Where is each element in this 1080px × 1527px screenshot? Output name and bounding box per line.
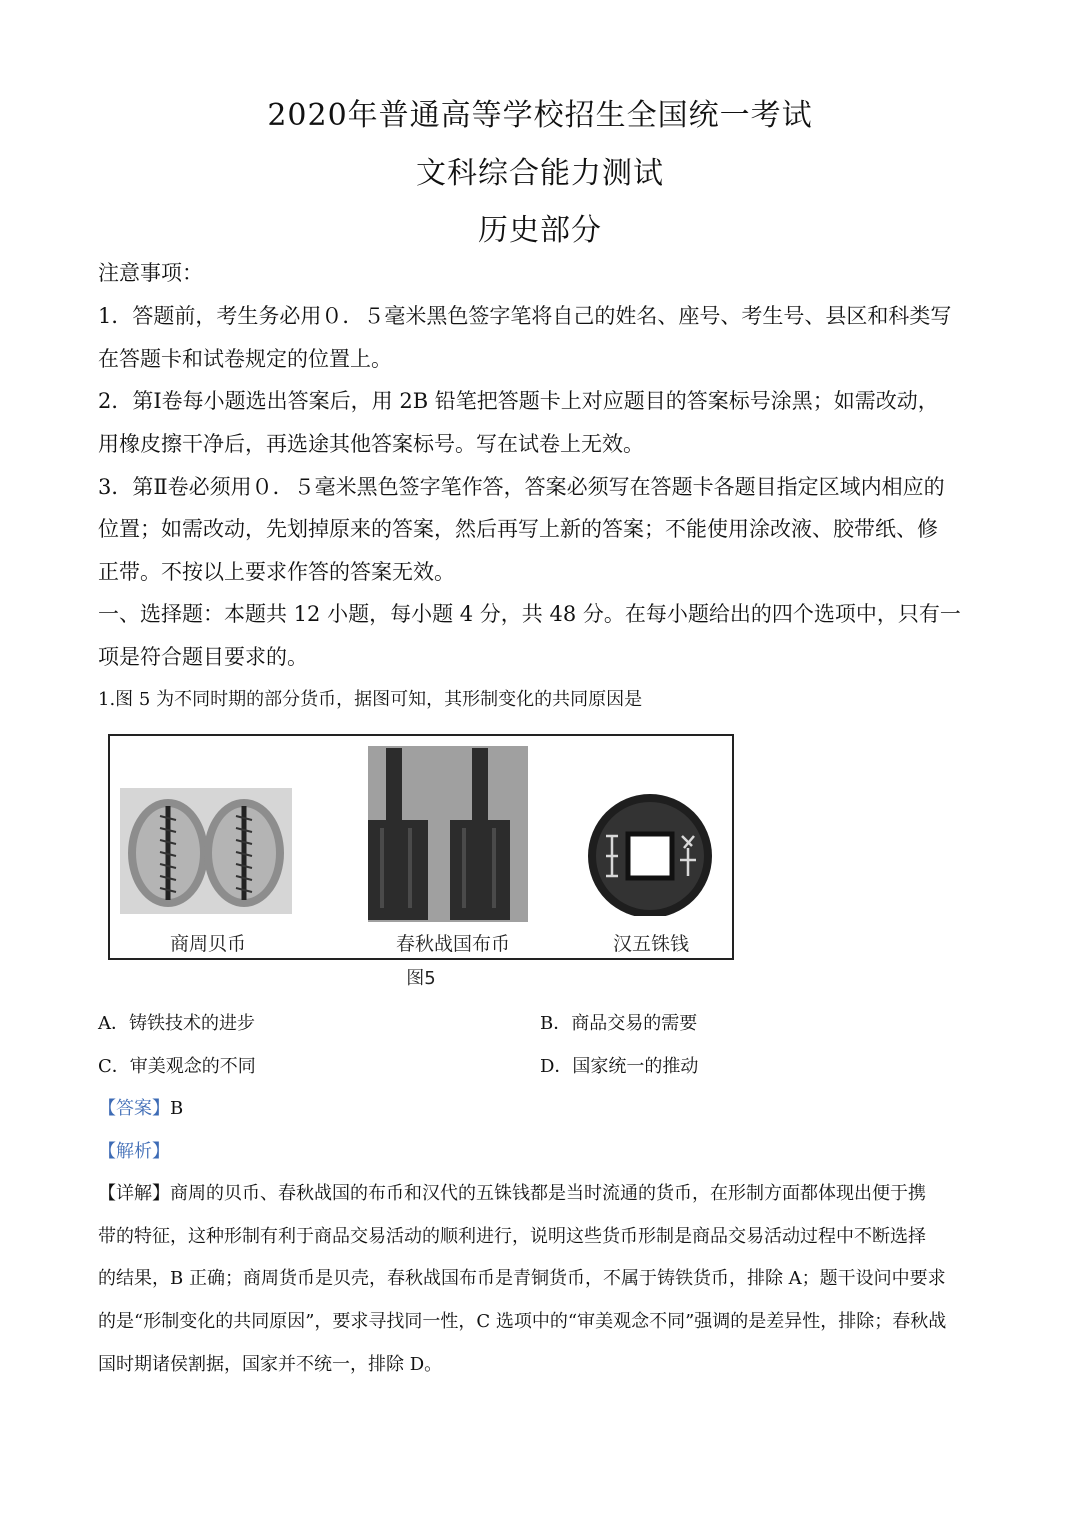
answer-value: B xyxy=(170,1098,184,1119)
option-a: A．铸铁技术的进步 xyxy=(98,1013,255,1034)
detail-line-4: 的是“形制变化的共同原因”，要求寻找同一性，C 选项中的“审美观念不同”强调的是差异性，排除；春秋战 xyxy=(98,1311,947,1332)
detail-line-5: 国时期诸侯割据，国家并不统一，排除 D。 xyxy=(98,1354,443,1375)
spade-money-label: 春秋战国布币 xyxy=(395,933,510,955)
detail-line-2: 带的特征，这种形制有利于商品交易活动的顺利进行，说明这些货币形制是商品交易活动过程中不断选择 xyxy=(98,1226,926,1247)
answer-tag: 【答案】 xyxy=(98,1098,170,1119)
section-instructions: 一、选择题：本题共 12 小题，每小题 4 分，共 48 分。在每小题给出的四个选项中，只有一 xyxy=(98,602,961,626)
shell-money-figure xyxy=(118,736,298,960)
option-b: B．商品交易的需要 xyxy=(540,1013,698,1034)
question-stem: 1.图 5 为不同时期的部分货币，据图可知，其形制变化的共同原因是 xyxy=(98,689,643,710)
figure-5 xyxy=(108,734,734,960)
analysis-tag: 【解析】 xyxy=(98,1141,170,1162)
spade-money-image xyxy=(358,736,548,922)
spade-money-figure xyxy=(358,736,548,960)
figure-caption: 图5 xyxy=(406,968,436,989)
shell-money-label: 商周贝币 xyxy=(169,933,246,955)
shell-money-image xyxy=(118,736,298,916)
notice-item-3-cont2: 正带。不按以上要求作答的答案无效。 xyxy=(98,560,455,584)
wuzhu-coin-image xyxy=(566,736,736,916)
notice-item-3: 3．第Ⅱ卷必须用０．５毫米黑色签字笔作答，答案必须写在答题卡各题目指定区域内相应的 xyxy=(98,475,945,499)
section-instructions-cont: 项是符合题目要求的。 xyxy=(98,645,308,669)
notice-item-1: 1．答题前，考生务必用０．５毫米黑色签字笔将自己的姓名、座号、考生号、县区和科类写 xyxy=(98,304,952,328)
option-c: C．审美观念的不同 xyxy=(98,1056,256,1077)
notice-item-3-cont: 位置；如需改动，先划掉原来的答案，然后再写上新的答案；不能使用涂改液、胶带纸、修 xyxy=(98,517,938,541)
option-d: D．国家统一的推动 xyxy=(540,1056,699,1077)
exam-title: 2020年普通高等学校招生全国统一考试 xyxy=(267,98,813,133)
notice-heading: 注意事项： xyxy=(98,261,203,285)
wuzhu-coin-figure xyxy=(566,736,736,960)
notice-item-2: 2．第Ⅰ卷每小题选出答案后，用 2B 铅笔把答题卡上对应题目的答案标号涂黑；如需改动， xyxy=(98,389,939,413)
detail-line-3: 的结果，B 正确；商周货币是贝壳，春秋战国布币是青铜货币，不属于铸铁货币，排除 A；题干设问中要求 xyxy=(98,1268,946,1289)
detail-line-1: 【详解】商周的贝币、春秋战国的布币和汉代的五铢钱都是当时流通的货币，在形制方面都体现出便于携 xyxy=(98,1183,926,1204)
notice-item-1-cont: 在答题卡和试卷规定的位置上。 xyxy=(98,347,392,371)
section-title: 历史部分 xyxy=(478,213,602,248)
exam-subtitle: 文科综合能力测试 xyxy=(416,156,664,191)
wuzhu-coin-label: 汉五铢钱 xyxy=(612,933,689,955)
answer-line xyxy=(98,1096,183,1122)
notice-item-2-cont: 用橡皮擦干净后，再选途其他答案标号。写在试卷上无效。 xyxy=(98,432,644,456)
